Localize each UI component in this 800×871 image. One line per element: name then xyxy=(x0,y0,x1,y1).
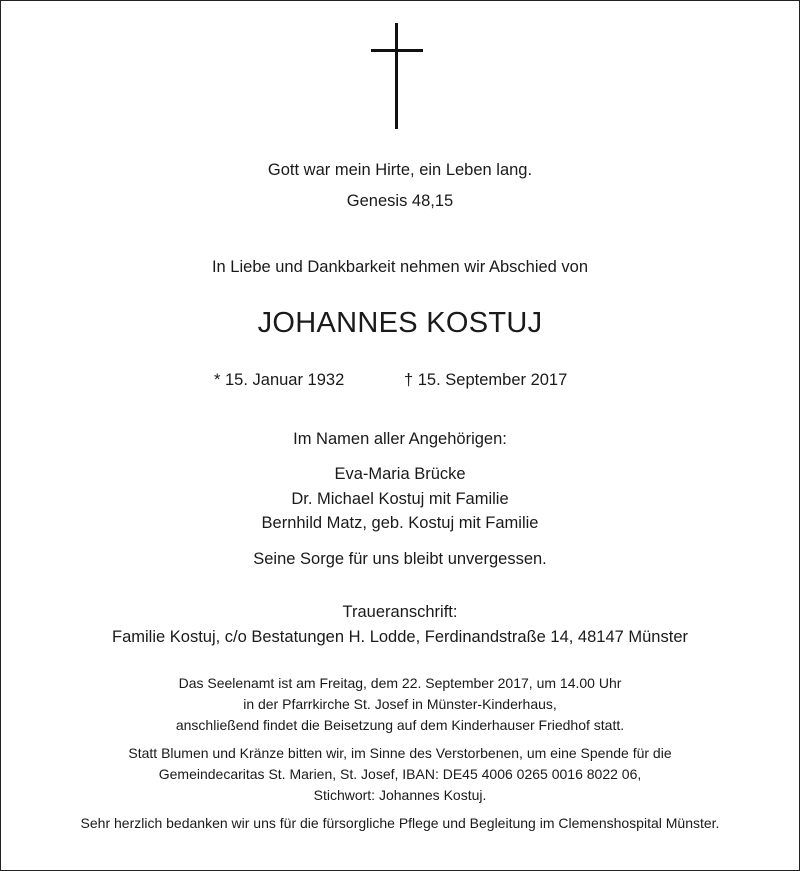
motto: Gott war mein Hirte, ein Leben lang. xyxy=(267,161,533,179)
mourners-heading: Im Namen aller Angehörigen: xyxy=(293,430,507,448)
intro-text: In Liebe und Dankbarkeit nehmen wir Abschied von xyxy=(211,258,589,276)
donation-info-line: Stichwort: Johannes Kostuj. xyxy=(313,787,487,803)
service-info-line: in der Pfarrkirche St. Josef in Münster-Kinderhaus, xyxy=(243,696,557,712)
deceased-name: JOHANNES KOSTUJ xyxy=(257,307,543,339)
donation-info-line: Statt Blumen und Kränze bitten wir, im Sinne des Verstorbenen, um eine Spende für die xyxy=(128,745,672,761)
mourner-name: Eva-Maria Brücke xyxy=(334,465,466,483)
mourner-name: Bernhild Matz, geb. Kostuj mit Familie xyxy=(261,514,539,532)
cross-icon xyxy=(371,23,423,129)
thanks-text: Sehr herzlich bedanken wir uns für die fürsorgliche Pflege und Begleitung im Clemenshospital Münster. xyxy=(80,815,720,831)
donation-info-line: Gemeindecaritas St. Marien, St. Josef, IBAN: DE45 4006 0265 0016 8022 06, xyxy=(158,766,642,782)
service-info-line: Das Seelenamt ist am Freitag, dem 22. September 2017, um 14.00 Uhr xyxy=(178,675,622,691)
death-date: † 15. September 2017 xyxy=(404,371,568,389)
closing-line: Seine Sorge für uns bleibt unvergessen. xyxy=(253,550,547,568)
mourner-name: Dr. Michael Kostuj mit Familie xyxy=(291,490,509,508)
motto-source: Genesis 48,15 xyxy=(346,192,454,210)
mourning-address: Familie Kostuj, c/o Bestatungen H. Lodde, Ferdinandstraße 14, 48147 Münster xyxy=(112,628,688,646)
service-info-line: anschließend findet die Beisetzung auf dem Kinderhauser Friedhof statt. xyxy=(175,717,625,733)
address-heading: Traueranschrift: xyxy=(342,603,458,621)
birth-date: * 15. Januar 1932 xyxy=(214,371,345,389)
